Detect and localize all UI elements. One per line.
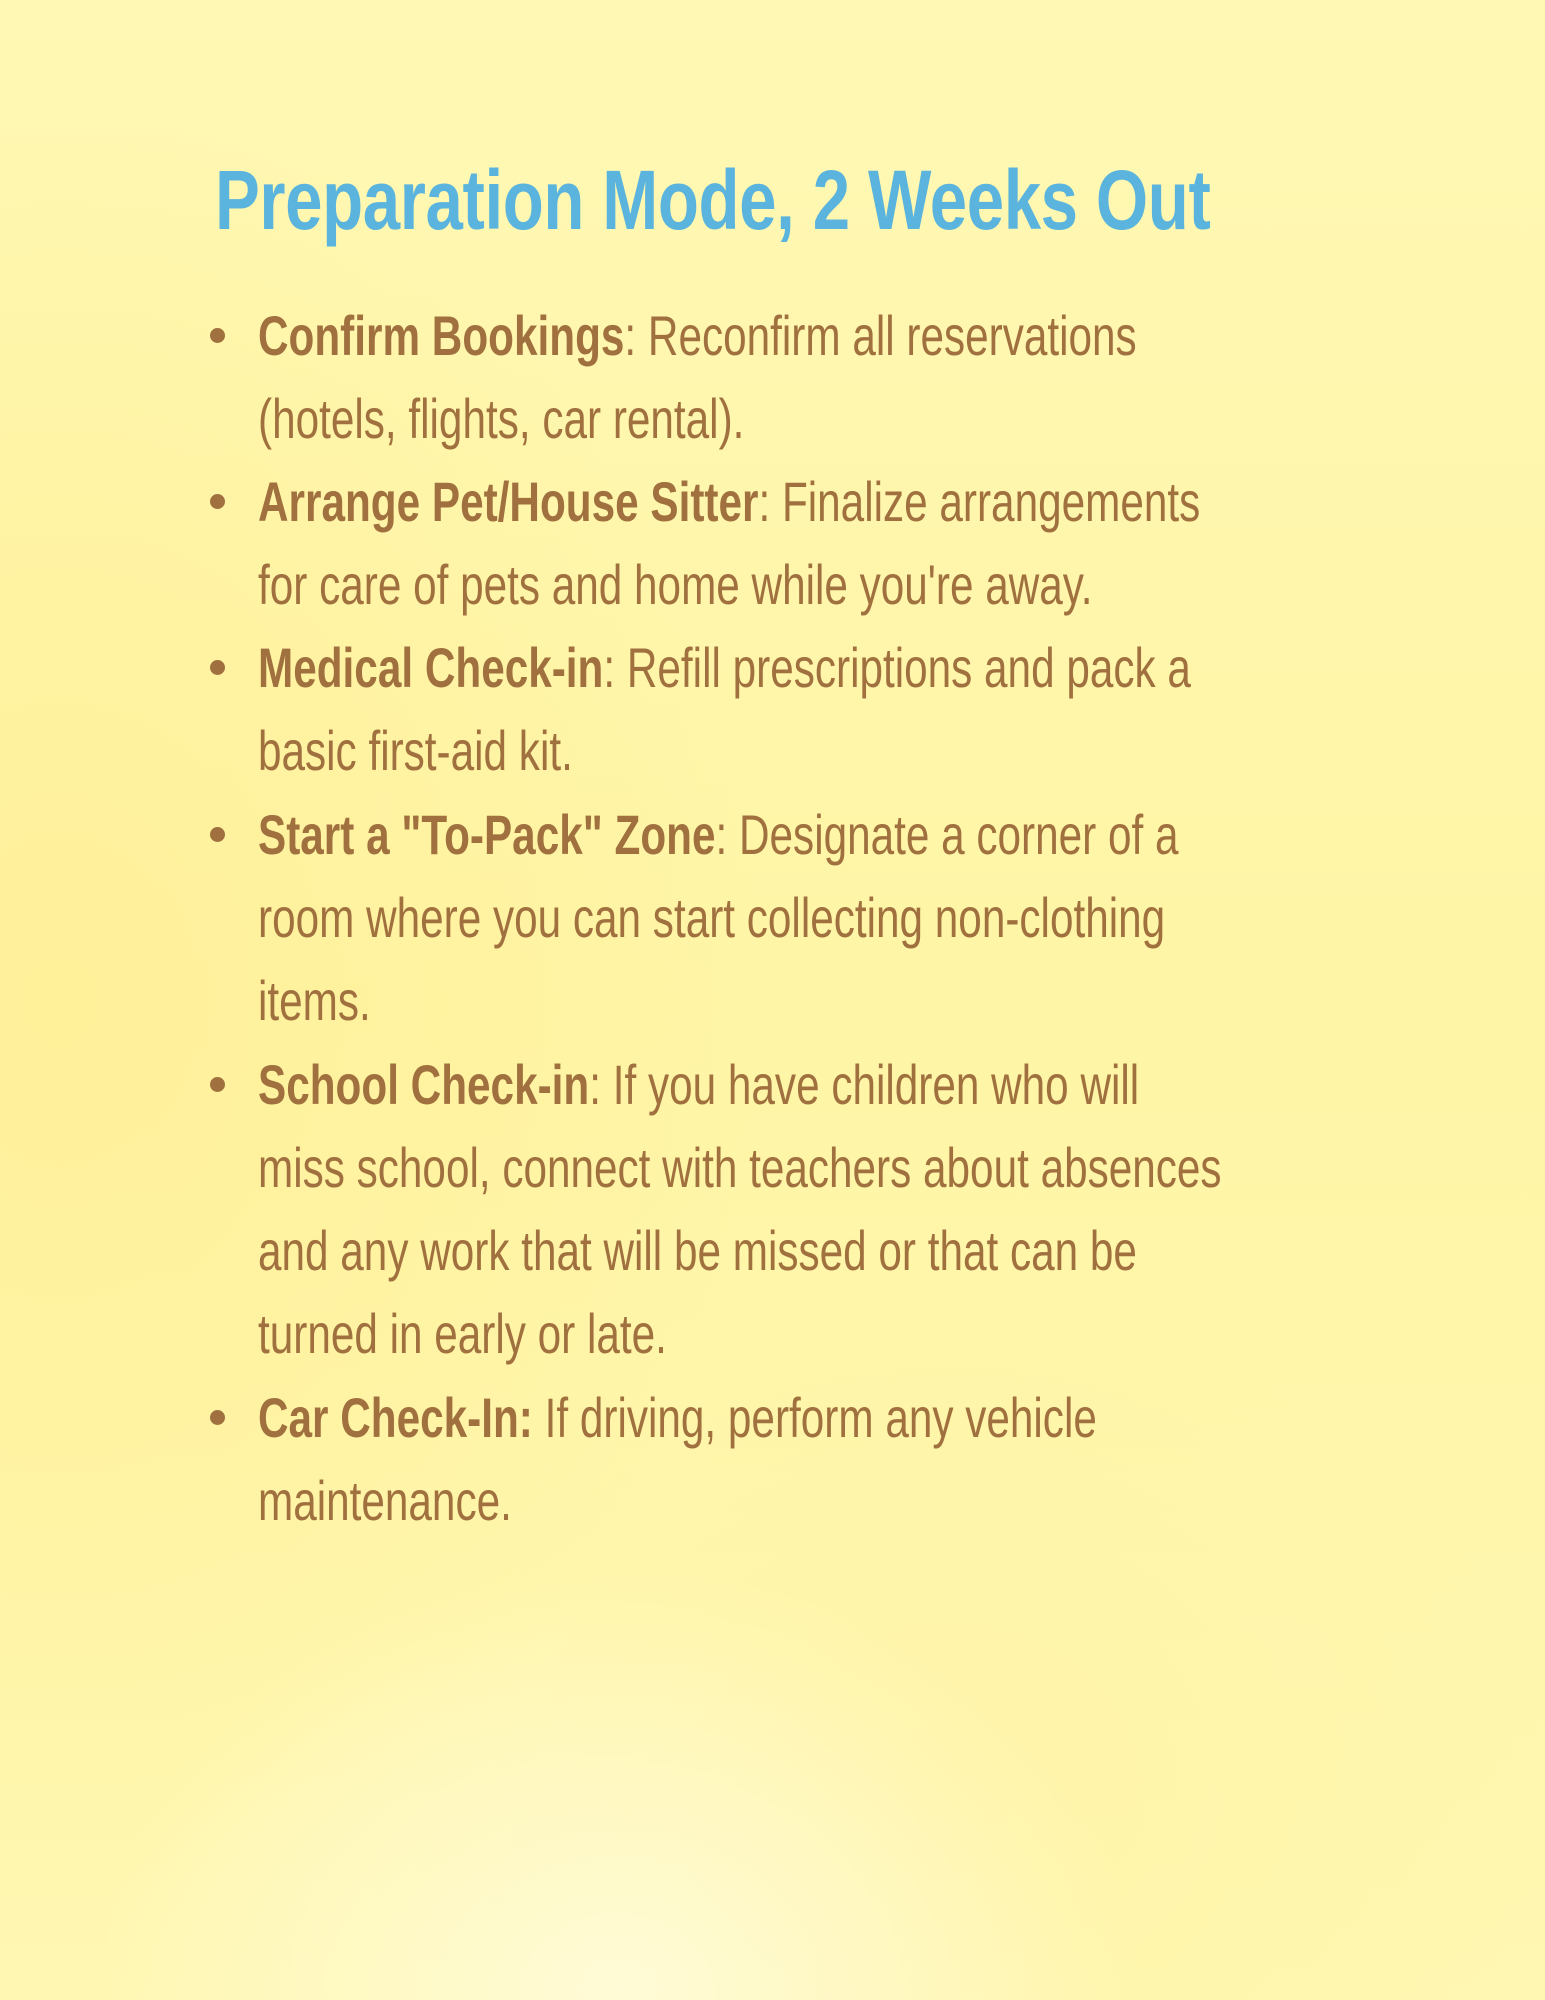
bullet-icon	[210, 494, 225, 509]
item-text: Designate a corner of a	[727, 803, 1179, 866]
bullet-icon	[210, 1077, 225, 1092]
item-colon: :	[603, 636, 616, 699]
item-term: Car Check-In:	[258, 1386, 533, 1449]
item-first-line	[258, 633, 1191, 703]
item-term: Start a "To-Pack" Zone	[258, 803, 716, 866]
item-continuation-line: maintenance.	[258, 1469, 512, 1532]
item-colon: :	[589, 1053, 601, 1116]
bullet-icon	[210, 1410, 225, 1425]
item-colon: :	[624, 304, 637, 367]
item-continuation-line: items.	[258, 969, 371, 1032]
page-title: Preparation Mode, 2 Weeks Out	[215, 153, 1211, 247]
bullet-icon	[210, 660, 225, 675]
item-continuation-line: miss school, connect with teachers about absences	[258, 1136, 1222, 1199]
item-term: Arrange Pet/House Sitter	[258, 470, 759, 533]
item-text: If driving, perform any vehicle	[532, 1386, 1097, 1449]
item-continuation-line: turned in early or late.	[258, 1302, 667, 1365]
item-text: Refill prescriptions and pack a	[615, 636, 1191, 699]
item-continuation-line: basic first-aid kit.	[258, 719, 573, 782]
item-term: Confirm Bookings	[258, 304, 625, 367]
item-colon: :	[715, 803, 728, 866]
item-continuation-line: and any work that will be missed or that can be	[258, 1219, 1137, 1282]
item-term: School Check-in	[258, 1053, 590, 1116]
item-continuation-line: (hotels, flights, car rental).	[258, 387, 745, 450]
item-text: Finalize arrangements	[770, 470, 1201, 533]
bullet-icon	[210, 328, 225, 343]
bullet-icon	[210, 827, 225, 842]
item-first-line	[258, 800, 1179, 870]
item-continuation-line: for care of pets and home while you're away.	[258, 553, 1093, 616]
item-continuation-line: room where you can start collecting non-clothing	[258, 886, 1166, 949]
item-colon: :	[758, 470, 771, 533]
item-first-line	[258, 467, 1200, 537]
item-text: Reconfirm all reservations	[636, 304, 1137, 367]
item-term: Medical Check-in	[258, 636, 604, 699]
item-text: If you have children who will	[600, 1053, 1140, 1116]
item-first-line	[258, 301, 1137, 371]
item-first-line	[258, 1383, 1097, 1453]
item-first-line	[258, 1050, 1139, 1120]
